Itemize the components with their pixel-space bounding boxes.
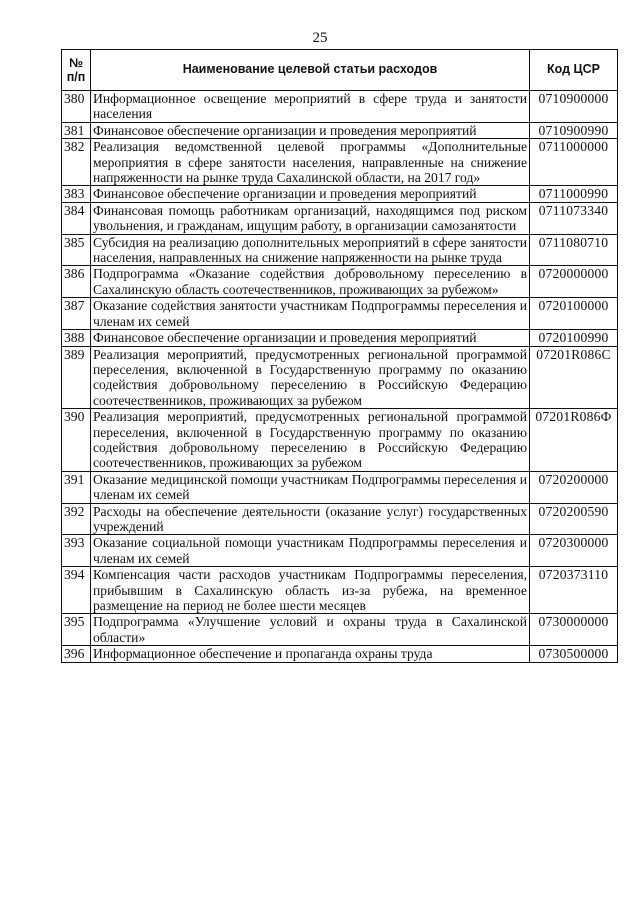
row-name: Подпрограмма «Оказание содействия добровольному переселению в Сахалинскую область соотечественников, проживающих за рубежом» [91, 266, 530, 298]
row-number: 389 [62, 346, 91, 409]
row-name: Оказание социальной помощи участникам Подпрограммы переселения и членам их семей [91, 535, 530, 567]
row-name: Информационное обеспечение и пропаганда охраны труда [91, 646, 530, 662]
table-row [62, 535, 618, 567]
row-name: Субсидия на реализацию дополнительных мероприятий в сфере занятости населения, направленных на снижение напряженности на рынке труда [91, 234, 530, 266]
row-code: 0720000000 [530, 266, 618, 298]
row-code: 0720200590 [530, 503, 618, 535]
row-number: 384 [62, 202, 91, 234]
header-number [62, 50, 91, 91]
row-number: 380 [62, 91, 91, 123]
table-row [62, 266, 618, 298]
row-name: Подпрограмма «Улучшение условий и охраны труда в Сахалинской области» [91, 614, 530, 646]
budget-table [61, 49, 618, 663]
row-name: Реализация мероприятий, предусмотренных региональной программой переселения, включенной в Государственную программу по оказанию содействия добровольному переселению в Российскую Федерацию соотечественников, проживающих за рубежом [91, 409, 530, 472]
table-row [62, 646, 618, 662]
row-name: Финансовое обеспечение организации и проведения мероприятий [91, 122, 530, 138]
row-name: Финансовая помощь работникам организаций, находящимся под риском увольнения, и гражданам, ищущим работу, в организации самозанятости [91, 202, 530, 234]
table-row [62, 139, 618, 186]
row-code: 0720300000 [530, 535, 618, 567]
row-code: 0711073340 [530, 202, 618, 234]
row-name: Расходы на обеспечение деятельности (оказание услуг) государственных учреждений [91, 503, 530, 535]
row-code: 0730500000 [530, 646, 618, 662]
row-number: 390 [62, 409, 91, 472]
row-number: 382 [62, 139, 91, 186]
row-number: 396 [62, 646, 91, 662]
row-code: 0711000990 [530, 186, 618, 202]
row-number: 381 [62, 122, 91, 138]
row-code: 0730000000 [530, 614, 618, 646]
row-number: 391 [62, 471, 91, 503]
header-number-symbol: № [69, 56, 83, 70]
header-name: Наименование целевой статьи расходов [91, 50, 530, 91]
table-row [62, 91, 618, 123]
table-header-row [62, 50, 618, 91]
row-code: 07201R086Ф [530, 409, 618, 472]
table-row [62, 614, 618, 646]
row-name: Оказание медицинской помощи участникам Подпрограммы переселения и членам их семей [91, 471, 530, 503]
table-row [62, 122, 618, 138]
row-number: 394 [62, 567, 91, 614]
table-row [62, 409, 618, 472]
row-name: Финансовое обеспечение организации и проведения мероприятий [91, 186, 530, 202]
row-number: 383 [62, 186, 91, 202]
table-row [62, 503, 618, 535]
table-row [62, 186, 618, 202]
row-code: 0720100000 [530, 298, 618, 330]
row-number: 393 [62, 535, 91, 567]
table-row [62, 330, 618, 346]
row-code: 07201R086C [530, 346, 618, 409]
row-code: 0710900990 [530, 122, 618, 138]
row-code: 0720100990 [530, 330, 618, 346]
page-number: 25 [312, 30, 328, 46]
table-row [62, 202, 618, 234]
row-name: Реализация ведомственной целевой программы «Дополнительные мероприятия в сфере занятости населения, направленные на снижение напряженности на рынке труда Сахалинской области, на 2017 год» [91, 139, 530, 186]
row-code: 0720200000 [530, 471, 618, 503]
row-number: 387 [62, 298, 91, 330]
row-name: Компенсация части расходов участникам Подпрограммы переселения, прибывшим в Сахалинскую область из-за рубежа, на временное размещение на период не более шести месяцев [91, 567, 530, 614]
table-row [62, 298, 618, 330]
row-number: 395 [62, 614, 91, 646]
row-code: 0720373110 [530, 567, 618, 614]
table-row [62, 234, 618, 266]
table-row [62, 471, 618, 503]
row-name: Реализация мероприятий, предусмотренных региональной программой переселения, включенной в Государственную программу по оказанию содействия добровольному переселению в Российскую Федерацию соотечественников, проживающих за рубежом [91, 346, 530, 409]
row-number: 392 [62, 503, 91, 535]
row-name: Информационное освещение мероприятий в сфере труда и занятости населения [91, 91, 530, 123]
table-row [62, 346, 618, 409]
header-code: Код ЦСР [530, 50, 618, 91]
row-code: 0711000000 [530, 139, 618, 186]
row-name: Финансовое обеспечение организации и проведения мероприятий [91, 330, 530, 346]
row-number: 386 [62, 266, 91, 298]
row-code: 0711080710 [530, 234, 618, 266]
table-row [62, 567, 618, 614]
row-name: Оказание содействия занятости участникам Подпрограммы переселения и членам их семей [91, 298, 530, 330]
row-number: 388 [62, 330, 91, 346]
row-number: 385 [62, 234, 91, 266]
header-number-abbr: п/п [66, 70, 86, 84]
row-code: 0710900000 [530, 91, 618, 123]
